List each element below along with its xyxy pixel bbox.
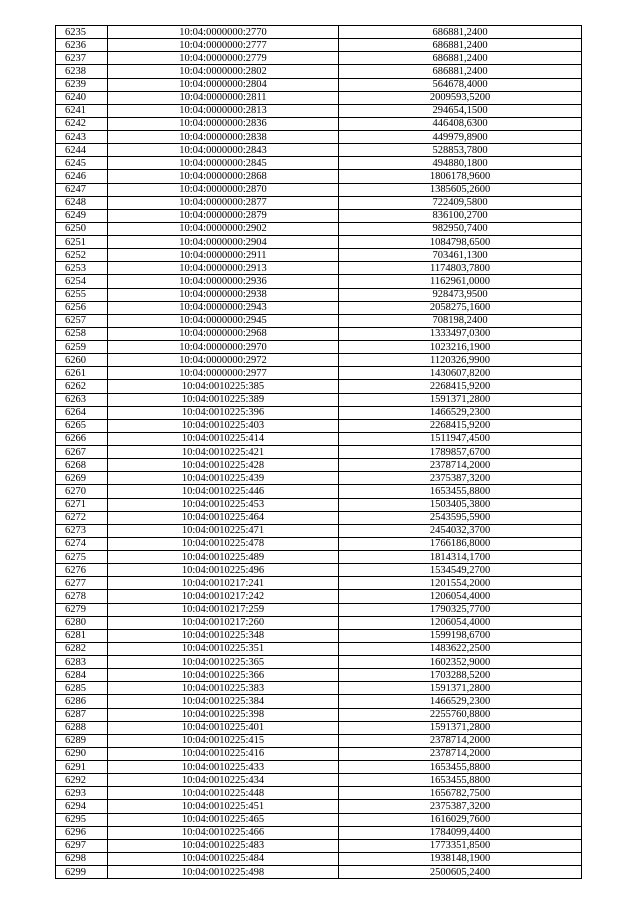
row-number-cell: 6291 — [56, 761, 108, 774]
cadastral-number-cell: 10:04:0010217:259 — [108, 603, 339, 616]
row-number-cell: 6299 — [56, 866, 108, 879]
row-number-cell: 6297 — [56, 839, 108, 852]
table-row — [56, 380, 582, 393]
cadastral-value-cell: 1120326,9900 — [339, 354, 582, 367]
row-number-cell: 6240 — [56, 91, 108, 104]
cadastral-number-cell: 10:04:0000000:2879 — [108, 209, 339, 222]
row-number-cell: 6250 — [56, 222, 108, 235]
cadastral-value-cell: 1616029,7600 — [339, 813, 582, 826]
table-row — [56, 747, 582, 760]
table-row — [56, 446, 582, 459]
cadastral-value-cell: 1653455,8800 — [339, 774, 582, 787]
row-number-cell: 6248 — [56, 196, 108, 209]
table-row — [56, 577, 582, 590]
row-number-cell: 6276 — [56, 564, 108, 577]
table-row — [56, 209, 582, 222]
cadastral-value-cell: 1602352,9000 — [339, 656, 582, 669]
cadastral-value-cell: 2375387,3200 — [339, 800, 582, 813]
row-number-cell: 6280 — [56, 616, 108, 629]
table-row — [56, 39, 582, 52]
table-row — [56, 708, 582, 721]
table-row — [56, 117, 582, 130]
cadastral-value-cell: 1430607,8200 — [339, 367, 582, 380]
cadastral-value-cell: 1206054,4000 — [339, 616, 582, 629]
cadastral-number-cell: 10:04:0010225:383 — [108, 682, 339, 695]
cadastral-value-cell: 1591371,2800 — [339, 721, 582, 734]
cadastral-value-cell: 708198,2400 — [339, 314, 582, 327]
cadastral-value-cell: 1938148,1900 — [339, 852, 582, 865]
row-number-cell: 6249 — [56, 209, 108, 222]
row-number-cell: 6283 — [56, 656, 108, 669]
cadastral-number-cell: 10:04:0010225:428 — [108, 459, 339, 472]
row-number-cell: 6237 — [56, 52, 108, 65]
table-body — [56, 26, 582, 879]
table-row — [56, 642, 582, 655]
table-row — [56, 721, 582, 734]
table-row — [56, 419, 582, 432]
row-number-cell: 6293 — [56, 787, 108, 800]
table-row — [56, 196, 582, 209]
cadastral-number-cell: 10:04:0010225:489 — [108, 551, 339, 564]
row-number-cell: 6287 — [56, 708, 108, 721]
cadastral-value-cell: 494880,1800 — [339, 157, 582, 170]
cadastral-number-cell: 10:04:0010225:496 — [108, 564, 339, 577]
row-number-cell: 6278 — [56, 590, 108, 603]
cadastral-number-cell: 10:04:0000000:2868 — [108, 170, 339, 183]
cadastral-value-cell: 1789857,6700 — [339, 446, 582, 459]
table-row — [56, 144, 582, 157]
cadastral-value-cell: 564678,4000 — [339, 78, 582, 91]
cadastral-value-cell: 2009593,5200 — [339, 91, 582, 104]
row-number-cell: 6243 — [56, 131, 108, 144]
table-row — [56, 603, 582, 616]
row-number-cell: 6282 — [56, 642, 108, 655]
cadastral-number-cell: 10:04:0010225:366 — [108, 669, 339, 682]
cadastral-number-cell: 10:04:0000000:2936 — [108, 275, 339, 288]
row-number-cell: 6261 — [56, 367, 108, 380]
table-row — [56, 524, 582, 537]
cadastral-number-cell: 10:04:0010225:385 — [108, 380, 339, 393]
cadastral-value-cell: 1599198,6700 — [339, 629, 582, 642]
cadastral-value-cell: 1333497,0300 — [339, 327, 582, 340]
table-row — [56, 341, 582, 354]
table-row — [56, 262, 582, 275]
row-number-cell: 6270 — [56, 485, 108, 498]
cadastral-value-cell: 1814314,1700 — [339, 551, 582, 564]
table-row — [56, 78, 582, 91]
cadastral-number-cell: 10:04:0010225:498 — [108, 866, 339, 879]
row-number-cell: 6289 — [56, 734, 108, 747]
cadastral-number-cell: 10:04:0010217:242 — [108, 590, 339, 603]
cadastral-number-cell: 10:04:0000000:2877 — [108, 196, 339, 209]
row-number-cell: 6259 — [56, 341, 108, 354]
cadastral-value-cell: 1483622,2500 — [339, 642, 582, 655]
cadastral-value-cell: 2378714,2000 — [339, 459, 582, 472]
cadastral-number-cell: 10:04:0010225:401 — [108, 721, 339, 734]
row-number-cell: 6286 — [56, 695, 108, 708]
table-row — [56, 839, 582, 852]
row-number-cell: 6296 — [56, 826, 108, 839]
cadastral-value-cell: 722409,5800 — [339, 196, 582, 209]
cadastral-number-cell: 10:04:0000000:2977 — [108, 367, 339, 380]
row-number-cell: 6275 — [56, 551, 108, 564]
cadastral-value-cell: 1653455,8800 — [339, 485, 582, 498]
table-row — [56, 629, 582, 642]
table-row — [56, 301, 582, 314]
cadastral-number-cell: 10:04:0000000:2902 — [108, 222, 339, 235]
cadastral-value-cell: 686881,2400 — [339, 65, 582, 78]
row-number-cell: 6295 — [56, 813, 108, 826]
table-row — [56, 669, 582, 682]
cadastral-value-cell: 2268415,9200 — [339, 380, 582, 393]
cadastral-value-cell: 1773351,8500 — [339, 839, 582, 852]
cadastral-number-cell: 10:04:0010225:351 — [108, 642, 339, 655]
row-number-cell: 6269 — [56, 472, 108, 485]
cadastral-number-cell: 10:04:0010225:389 — [108, 393, 339, 406]
cadastral-number-cell: 10:04:0000000:2945 — [108, 314, 339, 327]
cadastral-number-cell: 10:04:0000000:2770 — [108, 26, 339, 39]
row-number-cell: 6271 — [56, 498, 108, 511]
row-number-cell: 6256 — [56, 301, 108, 314]
row-number-cell: 6273 — [56, 524, 108, 537]
cadastral-value-cell: 982950,7400 — [339, 222, 582, 235]
cadastral-number-cell: 10:04:0000000:2843 — [108, 144, 339, 157]
cadastral-number-cell: 10:04:0010217:241 — [108, 577, 339, 590]
row-number-cell: 6245 — [56, 157, 108, 170]
cadastral-number-cell: 10:04:0010225:483 — [108, 839, 339, 852]
cadastral-value-cell: 2058275,1600 — [339, 301, 582, 314]
cadastral-value-cell: 446408,6300 — [339, 117, 582, 130]
row-number-cell: 6238 — [56, 65, 108, 78]
row-number-cell: 6292 — [56, 774, 108, 787]
cadastral-value-cell: 1174803,7800 — [339, 262, 582, 275]
table-row — [56, 564, 582, 577]
row-number-cell: 6252 — [56, 249, 108, 262]
cadastral-number-cell: 10:04:0010225:434 — [108, 774, 339, 787]
cadastral-value-cell: 1703288,5200 — [339, 669, 582, 682]
cadastral-number-cell: 10:04:0010225:415 — [108, 734, 339, 747]
cadastral-value-cell: 528853,7800 — [339, 144, 582, 157]
row-number-cell: 6263 — [56, 393, 108, 406]
cadastral-value-cell: 1084798,6500 — [339, 236, 582, 249]
row-number-cell: 6298 — [56, 852, 108, 865]
table-row — [56, 485, 582, 498]
row-number-cell: 6246 — [56, 170, 108, 183]
row-number-cell: 6242 — [56, 117, 108, 130]
row-number-cell: 6264 — [56, 406, 108, 419]
table-row — [56, 826, 582, 839]
cadastral-number-cell: 10:04:0010225:446 — [108, 485, 339, 498]
table-row — [56, 800, 582, 813]
row-number-cell: 6254 — [56, 275, 108, 288]
cadastral-value-cell: 1653455,8800 — [339, 761, 582, 774]
cadastral-number-cell: 10:04:0010225:384 — [108, 695, 339, 708]
cadastral-number-cell: 10:04:0010225:484 — [108, 852, 339, 865]
cadastral-value-cell: 294654,1500 — [339, 104, 582, 117]
table-row — [56, 787, 582, 800]
table-row — [56, 551, 582, 564]
cadastral-number-cell: 10:04:0010225:403 — [108, 419, 339, 432]
table-row — [56, 314, 582, 327]
table-row — [56, 813, 582, 826]
cadastral-value-cell: 2500605,2400 — [339, 866, 582, 879]
row-number-cell: 6255 — [56, 288, 108, 301]
cadastral-value-cell: 2375387,3200 — [339, 472, 582, 485]
table-row — [56, 367, 582, 380]
cadastral-number-cell: 10:04:0010225:433 — [108, 761, 339, 774]
cadastral-number-cell: 10:04:0010225:464 — [108, 511, 339, 524]
row-number-cell: 6236 — [56, 39, 108, 52]
cadastral-number-cell: 10:04:0000000:2813 — [108, 104, 339, 117]
cadastral-value-table — [55, 25, 582, 879]
cadastral-value-cell: 1766186,8000 — [339, 537, 582, 550]
table-row — [56, 459, 582, 472]
table-row — [56, 222, 582, 235]
table-row — [56, 52, 582, 65]
cadastral-value-cell: 703461,1300 — [339, 249, 582, 262]
cadastral-value-cell: 449979,8900 — [339, 131, 582, 144]
table-row — [56, 170, 582, 183]
table-row — [56, 131, 582, 144]
row-number-cell: 6251 — [56, 236, 108, 249]
cadastral-number-cell: 10:04:0010225:421 — [108, 446, 339, 459]
row-number-cell: 6258 — [56, 327, 108, 340]
table-row — [56, 65, 582, 78]
cadastral-number-cell: 10:04:0000000:2870 — [108, 183, 339, 196]
cadastral-value-cell: 1466529,2300 — [339, 695, 582, 708]
cadastral-number-cell: 10:04:0010225:348 — [108, 629, 339, 642]
cadastral-number-cell: 10:04:0000000:2811 — [108, 91, 339, 104]
cadastral-value-cell: 836100,2700 — [339, 209, 582, 222]
row-number-cell: 6272 — [56, 511, 108, 524]
cadastral-number-cell: 10:04:0010225:471 — [108, 524, 339, 537]
row-number-cell: 6244 — [56, 144, 108, 157]
cadastral-number-cell: 10:04:0010225:365 — [108, 656, 339, 669]
table-row — [56, 774, 582, 787]
table-row — [56, 472, 582, 485]
table-row — [56, 393, 582, 406]
cadastral-value-cell: 2454032,3700 — [339, 524, 582, 537]
cadastral-number-cell: 10:04:0010225:416 — [108, 747, 339, 760]
cadastral-number-cell: 10:04:0010225:451 — [108, 800, 339, 813]
table-row — [56, 852, 582, 865]
cadastral-value-cell: 686881,2400 — [339, 39, 582, 52]
cadastral-value-cell: 1201554,2000 — [339, 577, 582, 590]
cadastral-value-cell: 1206054,4000 — [339, 590, 582, 603]
table-row — [56, 104, 582, 117]
cadastral-number-cell: 10:04:0010225:398 — [108, 708, 339, 721]
table-row — [56, 275, 582, 288]
cadastral-value-cell: 1790325,7700 — [339, 603, 582, 616]
cadastral-number-cell: 10:04:0010225:465 — [108, 813, 339, 826]
table-row — [56, 682, 582, 695]
table-row — [56, 236, 582, 249]
cadastral-value-cell: 1162961,0000 — [339, 275, 582, 288]
table-row — [56, 91, 582, 104]
row-number-cell: 6257 — [56, 314, 108, 327]
cadastral-number-cell: 10:04:0000000:2943 — [108, 301, 339, 314]
cadastral-number-cell: 10:04:0000000:2777 — [108, 39, 339, 52]
cadastral-number-cell: 10:04:0000000:2904 — [108, 236, 339, 249]
cadastral-value-cell: 1385605,2600 — [339, 183, 582, 196]
table-row — [56, 537, 582, 550]
row-number-cell: 6277 — [56, 577, 108, 590]
table-row — [56, 327, 582, 340]
cadastral-number-cell: 10:04:0010225:466 — [108, 826, 339, 839]
table-row — [56, 590, 582, 603]
cadastral-number-cell: 10:04:0000000:2972 — [108, 354, 339, 367]
table-row — [56, 511, 582, 524]
row-number-cell: 6294 — [56, 800, 108, 813]
row-number-cell: 6235 — [56, 26, 108, 39]
table-row — [56, 406, 582, 419]
cadastral-number-cell: 10:04:0010225:414 — [108, 432, 339, 445]
cadastral-value-cell: 2378714,2000 — [339, 747, 582, 760]
cadastral-value-cell: 1023216,1900 — [339, 341, 582, 354]
table-row — [56, 249, 582, 262]
cadastral-number-cell: 10:04:0010225:453 — [108, 498, 339, 511]
row-number-cell: 6262 — [56, 380, 108, 393]
cadastral-number-cell: 10:04:0000000:2968 — [108, 327, 339, 340]
cadastral-value-cell: 2378714,2000 — [339, 734, 582, 747]
cadastral-value-cell: 928473,9500 — [339, 288, 582, 301]
cadastral-value-cell: 1806178,9600 — [339, 170, 582, 183]
row-number-cell: 6279 — [56, 603, 108, 616]
row-number-cell: 6284 — [56, 669, 108, 682]
cadastral-value-cell: 1503405,3800 — [339, 498, 582, 511]
cadastral-value-cell: 1656782,7500 — [339, 787, 582, 800]
table-row — [56, 26, 582, 39]
table-row — [56, 354, 582, 367]
cadastral-value-cell: 1466529,2300 — [339, 406, 582, 419]
cadastral-number-cell: 10:04:0010225:396 — [108, 406, 339, 419]
table-row — [56, 616, 582, 629]
cadastral-number-cell: 10:04:0000000:2911 — [108, 249, 339, 262]
cadastral-number-cell: 10:04:0000000:2938 — [108, 288, 339, 301]
table-row — [56, 656, 582, 669]
row-number-cell: 6266 — [56, 432, 108, 445]
cadastral-number-cell: 10:04:0010225:448 — [108, 787, 339, 800]
row-number-cell: 6267 — [56, 446, 108, 459]
table-row — [56, 695, 582, 708]
cadastral-value-cell: 2255760,8800 — [339, 708, 582, 721]
row-number-cell: 6281 — [56, 629, 108, 642]
cadastral-number-cell: 10:04:0010225:478 — [108, 537, 339, 550]
table-row — [56, 157, 582, 170]
table-row — [56, 183, 582, 196]
cadastral-number-cell: 10:04:0000000:2970 — [108, 341, 339, 354]
row-number-cell: 6285 — [56, 682, 108, 695]
cadastral-number-cell: 10:04:0000000:2838 — [108, 131, 339, 144]
row-number-cell: 6241 — [56, 104, 108, 117]
cadastral-value-cell: 1534549,2700 — [339, 564, 582, 577]
cadastral-value-cell: 1591371,2800 — [339, 393, 582, 406]
row-number-cell: 6274 — [56, 537, 108, 550]
cadastral-value-cell: 686881,2400 — [339, 52, 582, 65]
row-number-cell: 6288 — [56, 721, 108, 734]
cadastral-number-cell: 10:04:0000000:2802 — [108, 65, 339, 78]
table-row — [56, 761, 582, 774]
table-row — [56, 866, 582, 879]
row-number-cell: 6239 — [56, 78, 108, 91]
cadastral-value-cell: 2543595,5900 — [339, 511, 582, 524]
row-number-cell: 6265 — [56, 419, 108, 432]
cadastral-number-cell: 10:04:0000000:2845 — [108, 157, 339, 170]
cadastral-number-cell: 10:04:0010217:260 — [108, 616, 339, 629]
cadastral-value-cell: 2268415,9200 — [339, 419, 582, 432]
cadastral-value-cell: 1591371,2800 — [339, 682, 582, 695]
table-row — [56, 734, 582, 747]
cadastral-number-cell: 10:04:0000000:2913 — [108, 262, 339, 275]
cadastral-value-cell: 686881,2400 — [339, 26, 582, 39]
table-row — [56, 432, 582, 445]
cadastral-number-cell: 10:04:0000000:2804 — [108, 78, 339, 91]
table-row — [56, 498, 582, 511]
cadastral-value-cell: 1511947,4500 — [339, 432, 582, 445]
cadastral-number-cell: 10:04:0010225:439 — [108, 472, 339, 485]
table-row — [56, 288, 582, 301]
cadastral-value-cell: 1784099,4400 — [339, 826, 582, 839]
row-number-cell: 6290 — [56, 747, 108, 760]
row-number-cell: 6247 — [56, 183, 108, 196]
cadastral-number-cell: 10:04:0000000:2779 — [108, 52, 339, 65]
row-number-cell: 6268 — [56, 459, 108, 472]
row-number-cell: 6253 — [56, 262, 108, 275]
cadastral-number-cell: 10:04:0000000:2836 — [108, 117, 339, 130]
row-number-cell: 6260 — [56, 354, 108, 367]
